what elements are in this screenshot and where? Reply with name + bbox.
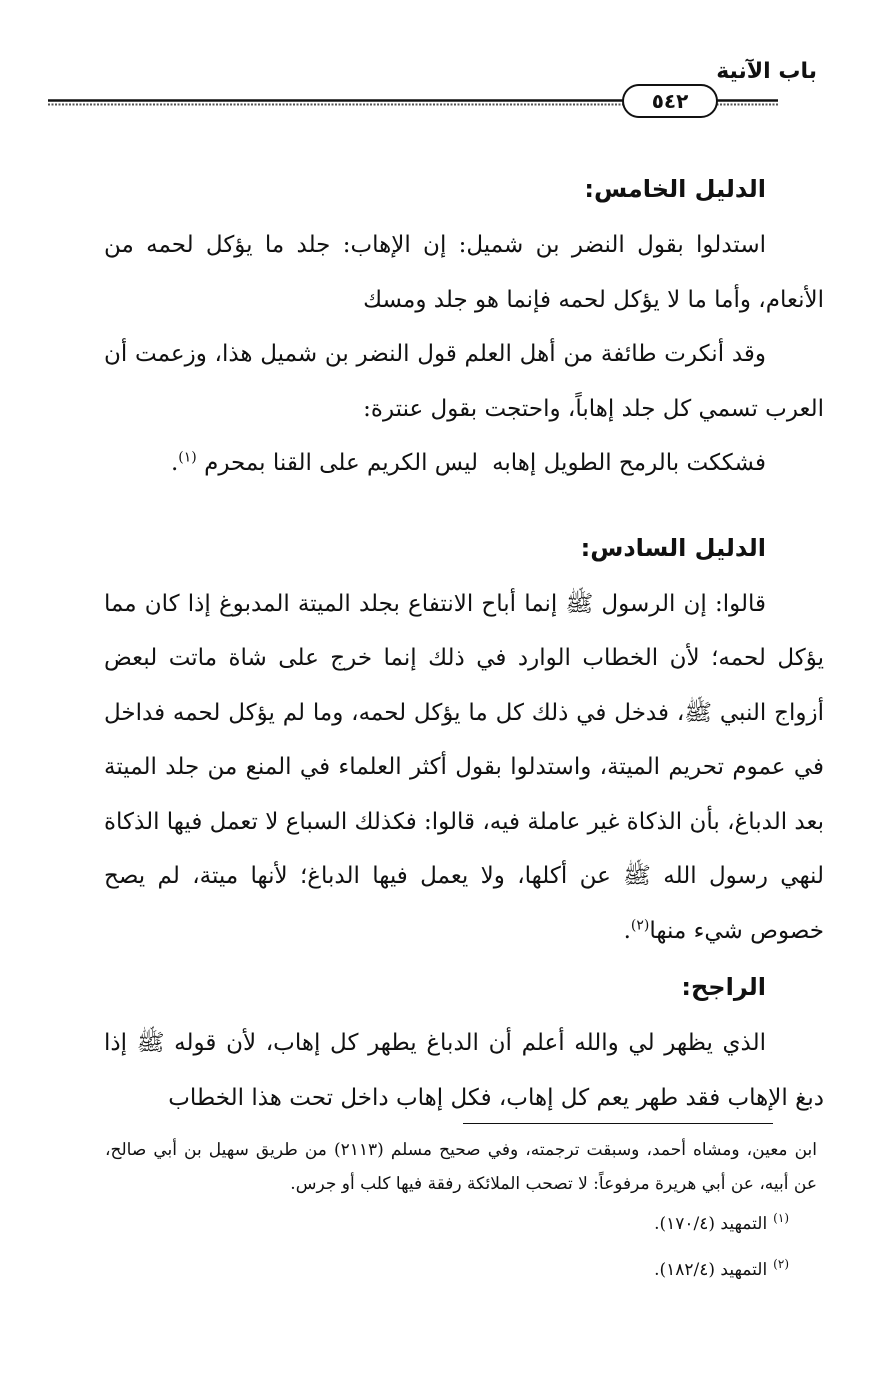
footnote-marker: (١) bbox=[773, 1211, 789, 1226]
footnote-separator bbox=[463, 1123, 773, 1124]
paragraph-nadr-quote: استدلوا بقول النضر بن شميل: إن الإهاب: جلد ما يؤكل لحمه من الأنعام، وأما ما لا يؤكل لحمه فإنما هو جلد ومسك bbox=[104, 232, 824, 313]
footnote-item bbox=[105, 1247, 817, 1293]
footnote-item bbox=[105, 1201, 817, 1247]
footnote-marker: (٢) bbox=[773, 1257, 789, 1272]
footnote-ref-1: (١) bbox=[178, 449, 197, 466]
verse-first-hemistich: فشككت بالرمح الطويل إهابه bbox=[492, 450, 766, 476]
page-number-badge: ٥٤٢ bbox=[622, 84, 718, 118]
paragraph-sixth-evidence-text: قالوا: إن الرسول ﷺ إنما أباح الانتفاع بجلد الميتة المدبوغ إذا كان مما يؤكل لحمه؛ لأن الخطاب الوارد في ذلك إنما خرج على شاة ماتت لبعض أزواج النبي ﷺ، فدخل في ذلك كل ما يؤكل لحمه، وما لم يؤكل لحمه فداخل في عموم تحريم الميتة، واستدلوا بقول أكثر العلماء في المنع من جلد الميتة بعد الدباغ، بأن الذكاة غير عاملة فيه، قالوا: فكذلك السباع لا تعمل فيها الذكاة لنهي رسول الله ﷺ عن أكلها، ولا يعمل فيها الدباغ؛ لأنها ميتة، لم يصح خصوص شيء منها bbox=[104, 590, 824, 944]
paragraph-sixth-evidence: قالوا: إن الرسول ﷺ إنما أباح الانتفاع بجلد الميتة المدبوغ إذا كان مما يؤكل لحمه؛ لأن الخطاب الوارد في ذلك إنما خرج على شاة ماتت لبعض أزواج النبي ﷺ، فدخل في ذلك كل ما يؤكل لحمه، وما لم يؤكل لحمه فداخل في عموم تحريم الميتة، واستدلوا بقول أكثر العلماء في المنع من جلد الميتة بعد الدباغ، بأن الذكاة غير عاملة فيه، قالوا: فكذلك السباع لا تعمل فيها الذكاة لنهي رسول الله ﷺ عن أكلها، ولا يعمل فيها الدباغ؛ لأنها ميتة، لم يصح خصوص شيء منها$^{(٢)}$. bbox=[104, 590, 824, 944]
footnote-continuation: ابن معين، ومشاه أحمد، وسبقت ترجمته، وفي صحيح مسلم (٢١١٣) من طريق سهيل بن أبي صالح، عن أبيه، عن أبي هريرة مرفوعاً: لا تصحب الملائكة رفقة فيها كلب أو جرس. bbox=[105, 1140, 817, 1194]
running-title: باب الآنية bbox=[716, 59, 817, 84]
footnote-ref-2: (٢) bbox=[630, 916, 650, 933]
paragraph-objection: وقد أنكرت طائفة من أهل العلم قول النضر بن شميل هذا، وزعمت أن العرب تسمي كل جلد إهاباً، واحتجت بقول عنترة: bbox=[104, 341, 824, 422]
heading-preponderant: الراجح: bbox=[681, 973, 766, 1001]
heading-fifth-evidence: الدليل الخامس: bbox=[584, 175, 766, 203]
footnotes bbox=[105, 1133, 817, 1293]
main-text bbox=[104, 160, 824, 1125]
footnote-text: التمهيد (١٨٢/٤). bbox=[654, 1260, 768, 1280]
paragraph-preponderant: الذي يظهر لي والله أعلم أن الدباغ يطهر كل إهاب، لأن قوله ﷺ إذا دبغ الإهاب فقد طهر يعم كل إهاب، فكل إهاب داخل تحت هذا الخطاب bbox=[104, 1030, 824, 1111]
verse-second-hemistich: ليس الكريم على القنا بمحرم bbox=[204, 450, 479, 476]
poetry-verse: فشككت بالرمح الطويل إهابهليس الكريم على القنا بمحرم $^{(١)}$. bbox=[170, 449, 766, 476]
heading-sixth-evidence: الدليل السادس: bbox=[580, 533, 766, 562]
footnote-text: التمهيد (١٧٠/٤). bbox=[654, 1214, 768, 1234]
